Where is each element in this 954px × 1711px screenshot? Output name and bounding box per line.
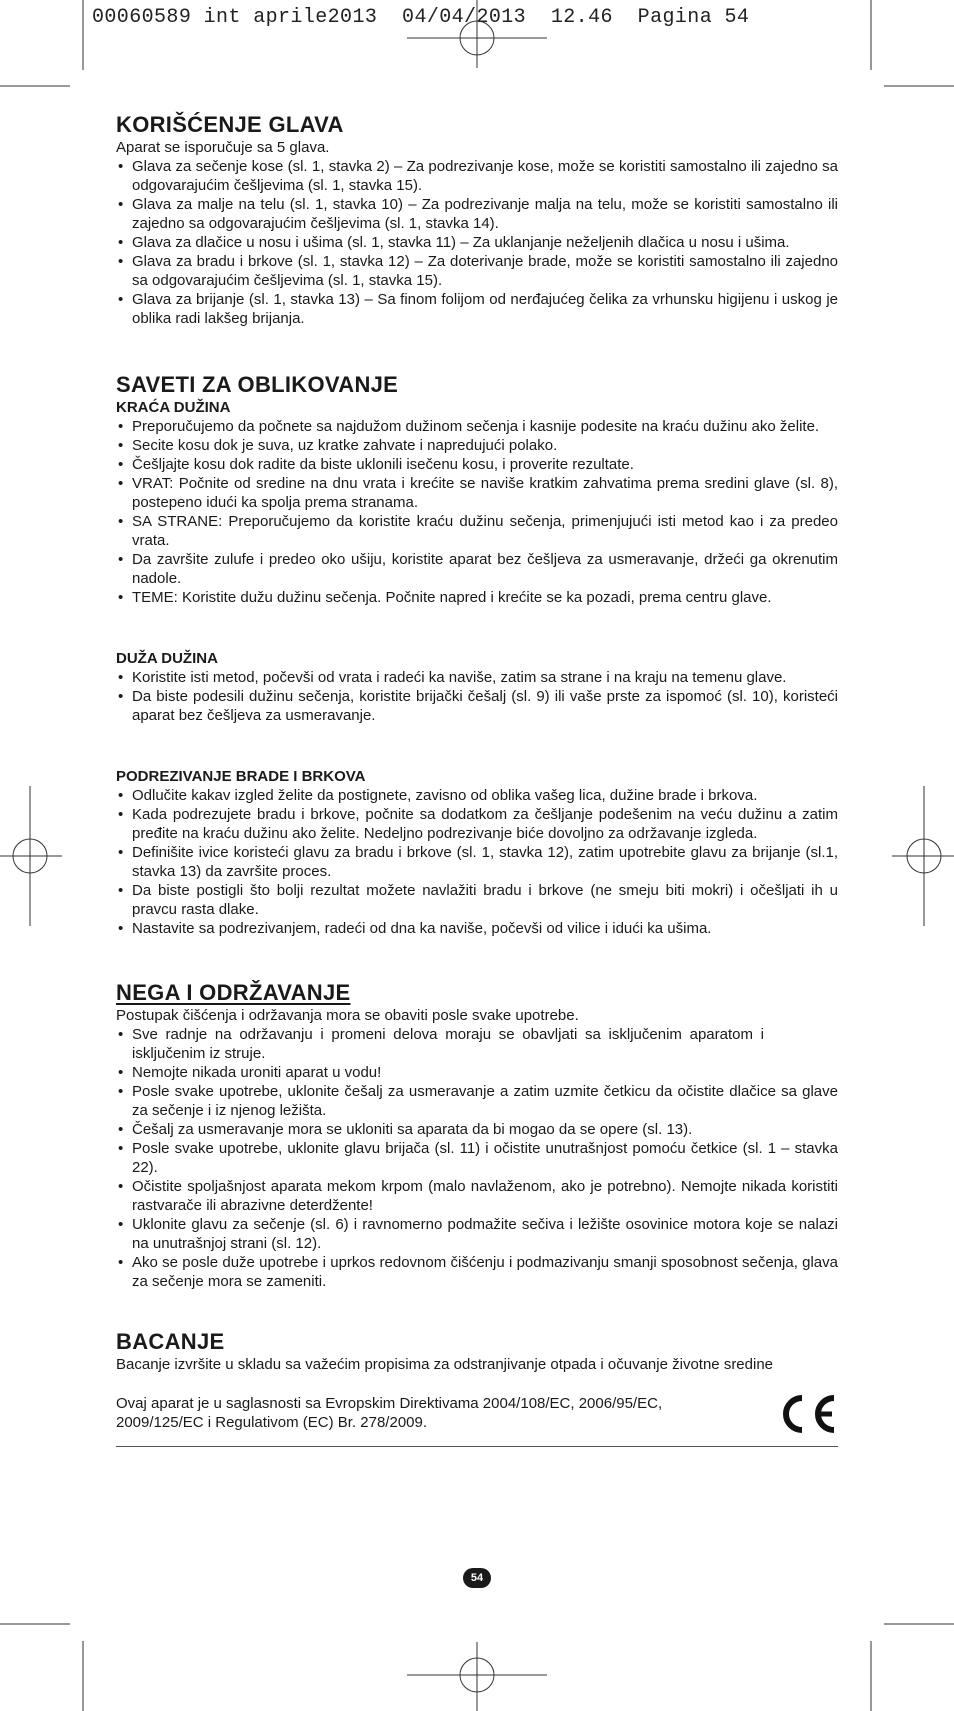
list-item: • Češalj za usmeravanje mora se ukloniti sa aparata da bi mogao da se opere (sl. 13). bbox=[116, 1120, 838, 1139]
list-item: • Glava za dlačice u nosu i ušima (sl. 1, stavka 11) – Za uklanjanje neželjenih dlačica u nosu i ušima. bbox=[116, 233, 838, 252]
bullet-list bbox=[116, 157, 838, 328]
bullet-list bbox=[116, 786, 838, 938]
list-item: • TEME: Koristite dužu dužinu sečenja. Počnite napred i krećite se ka pozadi, prema centru glave. bbox=[116, 588, 838, 607]
list-item: • Sve radnje na održavanju i promeni delova moraju se obavljati sa isključenim aparatom i isključenim iz struje. bbox=[116, 1025, 838, 1063]
section-styling bbox=[116, 372, 838, 607]
list-item: • Glava za brijanje (sl. 1, stavka 13) – Sa finom folijom od nerđajućeg čelika za vrhunsku higijenu i uskog je oblika radi lakšeg brijanja. bbox=[116, 290, 838, 328]
printer-slug: 00060589 int aprile2013 04/04/2013 12.46 Pagina 54 bbox=[92, 6, 750, 29]
list-item: • Glava za malje na telu (sl. 1, stavka 10) – Za podrezivanje malja na telu, može se koristiti samostalno ili zajedno sa odgovarajućim češljevima (sl. 1, stavka 14). bbox=[116, 195, 838, 233]
list-item: • Glava za bradu i brkove (sl. 1, stavka 12) – Za doterivanje brade, može se koristiti samostalno ili zajedno sa odgovarajućim češljevima (sl. 1, stavka 15). bbox=[116, 252, 838, 290]
list-item: • SA STRANE: Preporučujemo da koristite kraću dužinu sečenja, primenjujući isti metod kao i za predeo vrata. bbox=[116, 512, 838, 550]
bullet-list bbox=[116, 1025, 838, 1291]
section-heads bbox=[116, 112, 838, 328]
list-item: • Odlučite kakav izgled želite da postignete, zavisno od oblika vašeg lica, dužine brade i brkova. bbox=[116, 786, 838, 805]
section-care bbox=[116, 980, 838, 1291]
list-item: • Kada podrezujete bradu i brkove, počnite sa dodatkom za češljanje podešenim na veću dužinu a zatim pređite na kraću dužinu ako želite. Nedeljno podrezivanje biće dovoljno za održavanje izgleda. bbox=[116, 805, 838, 843]
section-text: Bacanje izvršite u skladu sa važećim propisima za odstranjivanje otpada i očuvanje životne sredine bbox=[116, 1356, 774, 1373]
section-long-length bbox=[116, 649, 838, 725]
bullet-list bbox=[116, 417, 838, 607]
section-title: KORIŠĆENJE GLAVA bbox=[116, 112, 344, 137]
compliance-note bbox=[116, 1394, 838, 1447]
section-beard bbox=[116, 767, 838, 938]
list-item: • Češljajte kosu dok radite da biste uklonili isečenu kosu, i proverite rezultate. bbox=[116, 455, 838, 474]
section-title: BACANJE bbox=[116, 1329, 225, 1354]
section-intro: Aparat se isporučuje sa 5 glava. bbox=[116, 139, 330, 156]
list-item: • VRAT: Počnite od sredine na dnu vrata i krećite se naviše kratkim zahvatima prema sredini glave (sl. 8), postepeno idući ka spolja prema stranama. bbox=[116, 474, 838, 512]
compliance-text: Ovaj aparat je u saglasnosti sa Evropskim Direktivama 2004/108/EC, 2006/95/EC, 2009/125/EC i Regulativom (EC) Br. 278/2009. bbox=[116, 1395, 663, 1431]
section-disposal bbox=[116, 1329, 838, 1374]
list-item: • Očistite spoljašnjost aparata mekom krpom (malo navlaženom, ako je potrebno). Nemojte nikada koristiti rastvarače ili abrazivne deterdžente! bbox=[116, 1177, 838, 1215]
list-item: • Nastavite sa podrezivanjem, radeći od dna ka naviše, počevši od vilice i idući ka ušima. bbox=[116, 919, 838, 938]
list-item: • Uklonite glavu za sečenje (sl. 6) i ravnomerno podmažite sečiva i ležište osovinice motora koje se nalazi na unutrašnjoj strani (sl. 12). bbox=[116, 1215, 838, 1253]
list-item: • Koristite isti metod, počevši od vrata i radeći ka naviše, zatim sa strane i na kraju na temenu glave. bbox=[116, 668, 838, 687]
section-title: NEGA I ODRŽAVANJE bbox=[116, 980, 351, 1005]
list-item: • Glava za sečenje kose (sl. 1, stavka 2) – Za podrezivanje kose, može se koristiti samostalno ili zajedno sa odgovarajućim češljevima (sl. 1, stavka 15). bbox=[116, 157, 838, 195]
list-item: • Nemojte nikada uroniti aparat u vodu! bbox=[116, 1063, 838, 1082]
page-number-badge: 54 bbox=[463, 1568, 491, 1588]
bullet-list bbox=[116, 668, 838, 725]
subsection-title: DUŽA DUŽINA bbox=[116, 650, 218, 667]
list-item: • Preporučujemo da počnete sa najdužom dužinom sečenja i kasnije podesite na kraću dužinu ako želite. bbox=[116, 417, 838, 436]
subsection-title: KRAĆA DUŽINA bbox=[116, 399, 231, 416]
registration-mark-icon bbox=[0, 786, 62, 926]
subsection-title: PODREZIVANJE BRADE I BRKOVA bbox=[116, 768, 366, 785]
list-item: • Ako se posle duže upotrebe i uprkos redovnom čišćenju i podmazivanju smanji sposobnost sečenja, glava za sečenje mora se zameniti. bbox=[116, 1253, 838, 1291]
list-item: • Posle svake upotrebe, uklonite češalj za usmeravanje a zatim uzmite četkicu da očistite dlačice sa glave za sečenje i iz njenog ležišta. bbox=[116, 1082, 838, 1120]
registration-mark-icon bbox=[407, 1642, 547, 1711]
list-item: • Da biste postigli što bolji rezultat možete navlažiti bradu i brkove (ne smeju biti mokri) i očešljati ih u pravcu rasta dlake. bbox=[116, 881, 838, 919]
list-item: • Posle svake upotrebe, uklonite glavu brijača (sl. 11) i očistite unutrašnjost pomoću četkice (sl. 1 – stavka 22). bbox=[116, 1139, 838, 1177]
page-content bbox=[116, 112, 838, 1447]
list-item: • Da završite zulufe i predeo oko ušiju, koristite aparat bez češljeva za usmeravanje, držeći ga okrenutim nadole. bbox=[116, 550, 838, 588]
list-item: • Da biste podesili dužinu sečenja, koristite brijački češalj (sl. 9) ili vaše prste za ispomoć (sl. 10), koristeći aparat bez češljeva za usmeravanje. bbox=[116, 687, 838, 725]
registration-mark-icon bbox=[892, 786, 954, 926]
list-item: • Secite kosu dok je suva, uz kratke zahvate i napredujući polako. bbox=[116, 436, 838, 455]
list-item: • Definišite ivice koristeći glavu za bradu i brkove (sl. 1, stavka 12), zatim upotrebite glavu za brijanje (sl.1, stavka 13) da završite proces. bbox=[116, 843, 838, 881]
section-title: SAVETI ZA OBLIKOVANJE bbox=[116, 372, 399, 397]
section-intro: Postupak čišćenja i održavanja mora se obaviti posle svake upotrebe. bbox=[116, 1007, 579, 1024]
ce-mark-icon bbox=[774, 1392, 838, 1436]
